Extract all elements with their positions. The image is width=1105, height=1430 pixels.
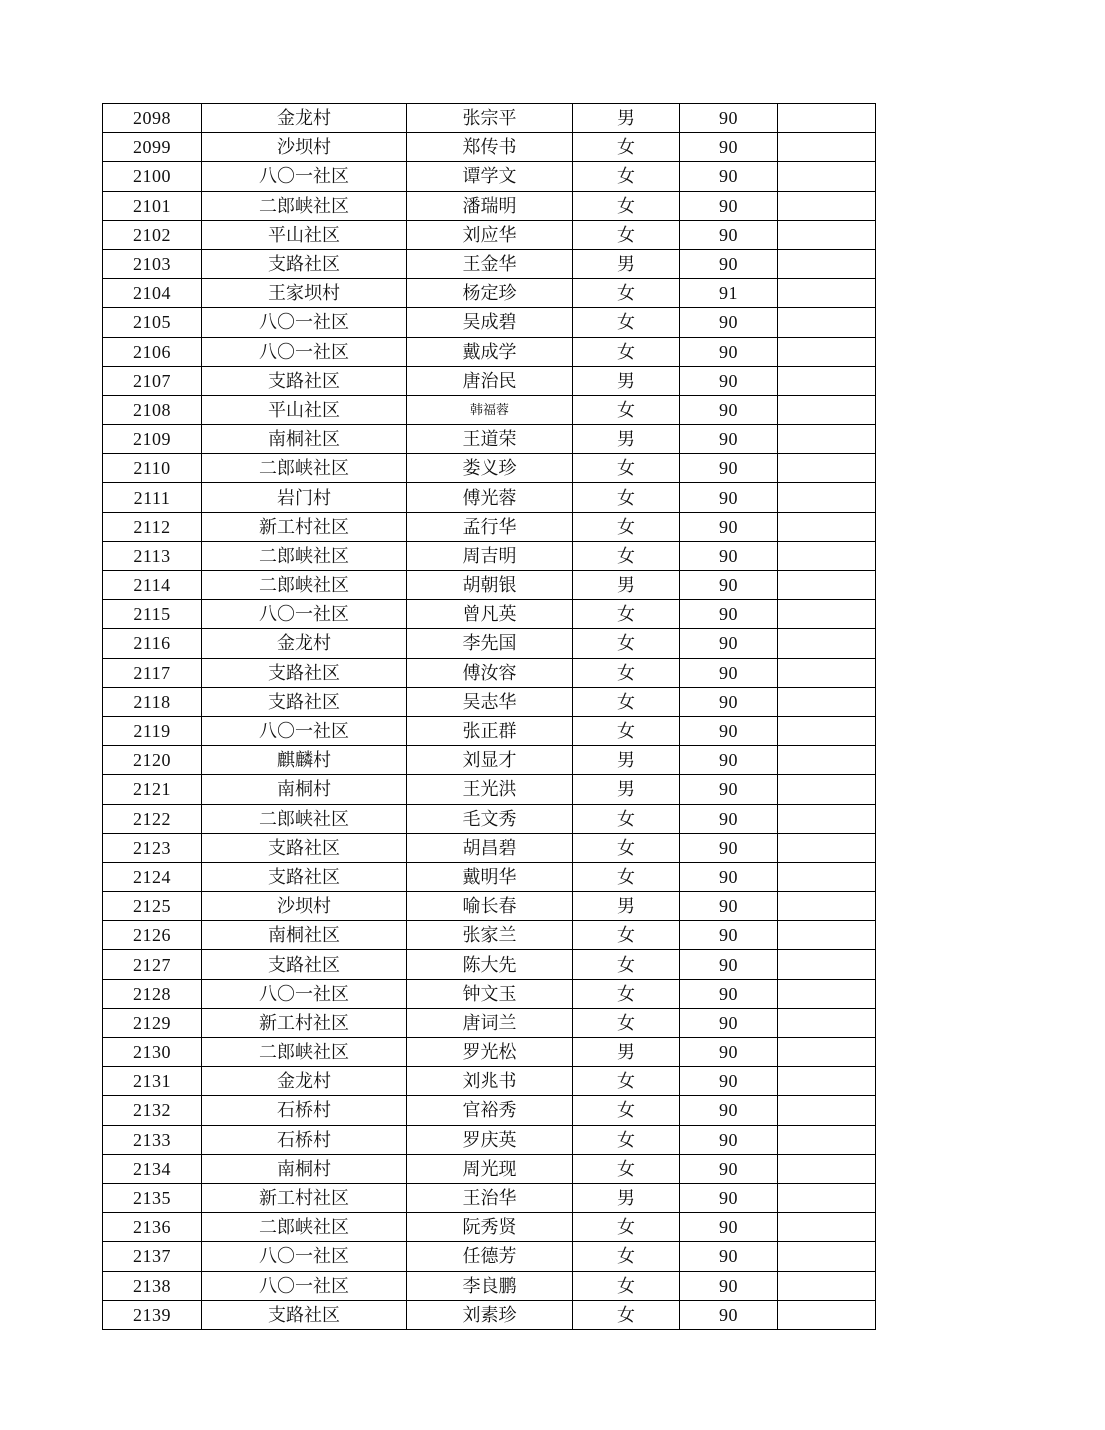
person-name-cell: 王治华 [407, 1183, 573, 1212]
gender-cell: 男 [573, 746, 680, 775]
person-name-cell: 傅光蓉 [407, 483, 573, 512]
serial-number-cell: 2133 [103, 1125, 202, 1154]
table-row [103, 1125, 876, 1154]
person-name-cell: 胡昌碧 [407, 833, 573, 862]
gender-cell: 女 [573, 1213, 680, 1242]
serial-number-cell: 2122 [103, 804, 202, 833]
village-cell: 南桐村 [202, 1154, 407, 1183]
serial-number-cell: 2105 [103, 308, 202, 337]
table-row [103, 104, 876, 133]
note-cell [778, 104, 876, 133]
age-cell: 90 [680, 629, 778, 658]
table-row [103, 658, 876, 687]
serial-number-cell: 2134 [103, 1154, 202, 1183]
serial-number-cell: 2117 [103, 658, 202, 687]
age-cell: 91 [680, 279, 778, 308]
serial-number-cell: 2112 [103, 512, 202, 541]
person-name-cell: 毛文秀 [407, 804, 573, 833]
village-cell: 八〇一社区 [202, 600, 407, 629]
gender-cell: 男 [573, 1038, 680, 1067]
serial-number-cell: 2124 [103, 862, 202, 891]
table-row [103, 804, 876, 833]
note-cell [778, 1096, 876, 1125]
note-cell [778, 454, 876, 483]
serial-number-cell: 2123 [103, 833, 202, 862]
person-name-cell: 官裕秀 [407, 1096, 573, 1125]
age-cell: 90 [680, 1008, 778, 1037]
village-cell: 支路社区 [202, 366, 407, 395]
gender-cell: 女 [573, 687, 680, 716]
note-cell [778, 483, 876, 512]
note-cell [778, 687, 876, 716]
note-cell [778, 1183, 876, 1212]
age-cell: 90 [680, 862, 778, 891]
person-name-cell: 罗光松 [407, 1038, 573, 1067]
gender-cell: 女 [573, 658, 680, 687]
person-name-cell: 周光现 [407, 1154, 573, 1183]
gender-cell: 男 [573, 249, 680, 278]
serial-number-cell: 2116 [103, 629, 202, 658]
table-row [103, 892, 876, 921]
person-name-cell: 郑传书 [407, 133, 573, 162]
age-cell: 90 [680, 191, 778, 220]
village-cell: 八〇一社区 [202, 162, 407, 191]
note-cell [778, 775, 876, 804]
age-cell: 90 [680, 337, 778, 366]
gender-cell: 男 [573, 104, 680, 133]
note-cell [778, 571, 876, 600]
village-cell: 八〇一社区 [202, 1242, 407, 1271]
village-cell: 王家坝村 [202, 279, 407, 308]
village-cell: 石桥村 [202, 1125, 407, 1154]
serial-number-cell: 2108 [103, 395, 202, 424]
table-row [103, 308, 876, 337]
table-row [103, 249, 876, 278]
table-row [103, 746, 876, 775]
person-name-cell: 孟行华 [407, 512, 573, 541]
table-row [103, 571, 876, 600]
village-cell: 新工村社区 [202, 512, 407, 541]
person-name-cell: 戴明华 [407, 862, 573, 891]
serial-number-cell: 2118 [103, 687, 202, 716]
serial-number-cell: 2113 [103, 541, 202, 570]
village-cell: 支路社区 [202, 950, 407, 979]
serial-number-cell: 2106 [103, 337, 202, 366]
person-name-cell: 喻长春 [407, 892, 573, 921]
note-cell [778, 950, 876, 979]
age-cell: 90 [680, 1154, 778, 1183]
village-cell: 支路社区 [202, 1300, 407, 1329]
serial-number-cell: 2109 [103, 425, 202, 454]
gender-cell: 女 [573, 1067, 680, 1096]
village-cell: 支路社区 [202, 249, 407, 278]
serial-number-cell: 2138 [103, 1271, 202, 1300]
gender-cell: 女 [573, 716, 680, 745]
note-cell [778, 1008, 876, 1037]
table-row [103, 1067, 876, 1096]
age-cell: 90 [680, 512, 778, 541]
gender-cell: 女 [573, 337, 680, 366]
gender-cell: 女 [573, 600, 680, 629]
gender-cell: 女 [573, 950, 680, 979]
gender-cell: 男 [573, 892, 680, 921]
person-name-cell: 任德芳 [407, 1242, 573, 1271]
person-name-cell: 胡朝银 [407, 571, 573, 600]
table-row [103, 687, 876, 716]
gender-cell: 男 [573, 425, 680, 454]
age-cell: 90 [680, 775, 778, 804]
age-cell: 90 [680, 600, 778, 629]
gender-cell: 女 [573, 512, 680, 541]
age-cell: 90 [680, 308, 778, 337]
table-row [103, 454, 876, 483]
person-name-cell: 刘显才 [407, 746, 573, 775]
serial-number-cell: 2115 [103, 600, 202, 629]
table-row [103, 133, 876, 162]
village-cell: 支路社区 [202, 833, 407, 862]
age-cell: 90 [680, 571, 778, 600]
gender-cell: 女 [573, 483, 680, 512]
note-cell [778, 658, 876, 687]
table-row [103, 862, 876, 891]
person-name-cell: 韩福蓉 [407, 395, 573, 424]
serial-number-cell: 2136 [103, 1213, 202, 1242]
note-cell [778, 1242, 876, 1271]
table-row [103, 279, 876, 308]
serial-number-cell: 2135 [103, 1183, 202, 1212]
table-row [103, 979, 876, 1008]
note-cell [778, 1271, 876, 1300]
gender-cell: 女 [573, 220, 680, 249]
gender-cell: 女 [573, 541, 680, 570]
village-cell: 南桐村 [202, 775, 407, 804]
table-row [103, 629, 876, 658]
note-cell [778, 133, 876, 162]
age-cell: 90 [680, 979, 778, 1008]
age-cell: 90 [680, 162, 778, 191]
serial-number-cell: 2125 [103, 892, 202, 921]
age-cell: 90 [680, 541, 778, 570]
note-cell [778, 716, 876, 745]
village-cell: 支路社区 [202, 687, 407, 716]
age-cell: 90 [680, 1038, 778, 1067]
age-cell: 90 [680, 950, 778, 979]
serial-number-cell: 2130 [103, 1038, 202, 1067]
note-cell [778, 308, 876, 337]
person-name-cell: 王光洪 [407, 775, 573, 804]
serial-number-cell: 2119 [103, 716, 202, 745]
serial-number-cell: 2104 [103, 279, 202, 308]
village-cell: 石桥村 [202, 1096, 407, 1125]
table-row [103, 512, 876, 541]
note-cell [778, 220, 876, 249]
serial-number-cell: 2098 [103, 104, 202, 133]
gender-cell: 女 [573, 1271, 680, 1300]
age-cell: 90 [680, 133, 778, 162]
person-name-cell: 谭学文 [407, 162, 573, 191]
person-name-cell: 傅汝容 [407, 658, 573, 687]
serial-number-cell: 2137 [103, 1242, 202, 1271]
village-cell: 二郎峡社区 [202, 541, 407, 570]
village-cell: 支路社区 [202, 862, 407, 891]
note-cell [778, 1038, 876, 1067]
gender-cell: 女 [573, 1154, 680, 1183]
note-cell [778, 366, 876, 395]
gender-cell: 女 [573, 395, 680, 424]
age-cell: 90 [680, 395, 778, 424]
person-name-cell: 吴志华 [407, 687, 573, 716]
gender-cell: 女 [573, 1300, 680, 1329]
person-name-cell: 曾凡英 [407, 600, 573, 629]
village-cell: 二郎峡社区 [202, 454, 407, 483]
age-cell: 90 [680, 1183, 778, 1212]
village-cell: 支路社区 [202, 658, 407, 687]
table-row [103, 337, 876, 366]
gender-cell: 女 [573, 191, 680, 220]
gender-cell: 女 [573, 308, 680, 337]
records-table-body [103, 104, 876, 1330]
serial-number-cell: 2120 [103, 746, 202, 775]
table-row [103, 1096, 876, 1125]
serial-number-cell: 2099 [103, 133, 202, 162]
age-cell: 90 [680, 716, 778, 745]
gender-cell: 女 [573, 1125, 680, 1154]
age-cell: 90 [680, 892, 778, 921]
table-row [103, 395, 876, 424]
age-cell: 90 [680, 220, 778, 249]
person-name-cell: 张宗平 [407, 104, 573, 133]
gender-cell: 女 [573, 279, 680, 308]
gender-cell: 男 [573, 571, 680, 600]
village-cell: 沙坝村 [202, 133, 407, 162]
table-row [103, 541, 876, 570]
age-cell: 90 [680, 249, 778, 278]
person-name-cell: 王道荣 [407, 425, 573, 454]
table-row [103, 833, 876, 862]
table-row [103, 1271, 876, 1300]
village-cell: 岩门村 [202, 483, 407, 512]
person-name-cell: 李良鹏 [407, 1271, 573, 1300]
person-name-cell: 张正群 [407, 716, 573, 745]
age-cell: 90 [680, 1096, 778, 1125]
person-name-cell: 唐治民 [407, 366, 573, 395]
serial-number-cell: 2101 [103, 191, 202, 220]
village-cell: 二郎峡社区 [202, 1038, 407, 1067]
person-name-cell: 周吉明 [407, 541, 573, 570]
village-cell: 八〇一社区 [202, 716, 407, 745]
person-name-cell: 刘素珍 [407, 1300, 573, 1329]
person-name-cell: 钟文玉 [407, 979, 573, 1008]
person-name-cell: 罗庆英 [407, 1125, 573, 1154]
person-name-cell: 唐词兰 [407, 1008, 573, 1037]
age-cell: 90 [680, 1300, 778, 1329]
person-name-cell: 陈大先 [407, 950, 573, 979]
note-cell [778, 921, 876, 950]
serial-number-cell: 2103 [103, 249, 202, 278]
village-cell: 南桐社区 [202, 921, 407, 950]
note-cell [778, 1125, 876, 1154]
person-name-cell: 王金华 [407, 249, 573, 278]
note-cell [778, 191, 876, 220]
serial-number-cell: 2131 [103, 1067, 202, 1096]
serial-number-cell: 2102 [103, 220, 202, 249]
age-cell: 90 [680, 1125, 778, 1154]
note-cell [778, 249, 876, 278]
table-row [103, 1154, 876, 1183]
note-cell [778, 395, 876, 424]
records-table [102, 103, 876, 1330]
age-cell: 90 [680, 366, 778, 395]
table-row [103, 775, 876, 804]
note-cell [778, 892, 876, 921]
age-cell: 90 [680, 1242, 778, 1271]
table-row [103, 425, 876, 454]
note-cell [778, 629, 876, 658]
village-cell: 金龙村 [202, 1067, 407, 1096]
age-cell: 90 [680, 1067, 778, 1096]
serial-number-cell: 2110 [103, 454, 202, 483]
person-name-cell: 娄义珍 [407, 454, 573, 483]
serial-number-cell: 2111 [103, 483, 202, 512]
gender-cell: 男 [573, 775, 680, 804]
person-name-cell: 刘兆书 [407, 1067, 573, 1096]
village-cell: 新工村社区 [202, 1183, 407, 1212]
gender-cell: 男 [573, 1183, 680, 1212]
table-row [103, 1008, 876, 1037]
note-cell [778, 279, 876, 308]
gender-cell: 女 [573, 162, 680, 191]
village-cell: 二郎峡社区 [202, 571, 407, 600]
person-name-cell: 张家兰 [407, 921, 573, 950]
village-cell: 八〇一社区 [202, 337, 407, 366]
village-cell: 二郎峡社区 [202, 191, 407, 220]
serial-number-cell: 2121 [103, 775, 202, 804]
serial-number-cell: 2126 [103, 921, 202, 950]
village-cell: 麒麟村 [202, 746, 407, 775]
village-cell: 新工村社区 [202, 1008, 407, 1037]
serial-number-cell: 2132 [103, 1096, 202, 1125]
serial-number-cell: 2129 [103, 1008, 202, 1037]
note-cell [778, 1154, 876, 1183]
note-cell [778, 979, 876, 1008]
village-cell: 八〇一社区 [202, 308, 407, 337]
person-name-cell: 李先国 [407, 629, 573, 658]
person-name-cell: 杨定珍 [407, 279, 573, 308]
gender-cell: 女 [573, 979, 680, 1008]
table-row [103, 483, 876, 512]
serial-number-cell: 2107 [103, 366, 202, 395]
age-cell: 90 [680, 687, 778, 716]
age-cell: 90 [680, 454, 778, 483]
table-row [103, 162, 876, 191]
note-cell [778, 425, 876, 454]
gender-cell: 男 [573, 366, 680, 395]
table-row [103, 1038, 876, 1067]
serial-number-cell: 2114 [103, 571, 202, 600]
gender-cell: 女 [573, 454, 680, 483]
gender-cell: 女 [573, 1008, 680, 1037]
gender-cell: 女 [573, 133, 680, 162]
note-cell [778, 804, 876, 833]
serial-number-cell: 2127 [103, 950, 202, 979]
note-cell [778, 600, 876, 629]
village-cell: 二郎峡社区 [202, 1213, 407, 1242]
serial-number-cell: 2128 [103, 979, 202, 1008]
table-row [103, 716, 876, 745]
table-row [103, 950, 876, 979]
person-name-cell: 刘应华 [407, 220, 573, 249]
village-cell: 金龙村 [202, 629, 407, 658]
village-cell: 八〇一社区 [202, 979, 407, 1008]
gender-cell: 女 [573, 804, 680, 833]
age-cell: 90 [680, 1213, 778, 1242]
age-cell: 90 [680, 921, 778, 950]
table-row [103, 1300, 876, 1329]
table-row [103, 1213, 876, 1242]
village-cell: 平山社区 [202, 395, 407, 424]
note-cell [778, 162, 876, 191]
age-cell: 90 [680, 833, 778, 862]
table-row [103, 600, 876, 629]
age-cell: 90 [680, 1271, 778, 1300]
age-cell: 90 [680, 658, 778, 687]
person-name-cell: 阮秀贤 [407, 1213, 573, 1242]
person-name-cell: 戴成学 [407, 337, 573, 366]
gender-cell: 女 [573, 1096, 680, 1125]
person-name-cell: 吴成碧 [407, 308, 573, 337]
table-row [103, 191, 876, 220]
village-cell: 南桐社区 [202, 425, 407, 454]
gender-cell: 女 [573, 833, 680, 862]
serial-number-cell: 2139 [103, 1300, 202, 1329]
village-cell: 沙坝村 [202, 892, 407, 921]
age-cell: 90 [680, 804, 778, 833]
note-cell [778, 1213, 876, 1242]
table-row [103, 220, 876, 249]
table-row [103, 1183, 876, 1212]
table-row [103, 921, 876, 950]
note-cell [778, 337, 876, 366]
note-cell [778, 862, 876, 891]
age-cell: 90 [680, 425, 778, 454]
age-cell: 90 [680, 483, 778, 512]
note-cell [778, 541, 876, 570]
village-cell: 八〇一社区 [202, 1271, 407, 1300]
age-cell: 90 [680, 104, 778, 133]
gender-cell: 女 [573, 921, 680, 950]
table-row [103, 366, 876, 395]
gender-cell: 女 [573, 862, 680, 891]
note-cell [778, 1067, 876, 1096]
person-name-cell: 潘瑞明 [407, 191, 573, 220]
village-cell: 平山社区 [202, 220, 407, 249]
gender-cell: 女 [573, 1242, 680, 1271]
note-cell [778, 512, 876, 541]
note-cell [778, 746, 876, 775]
serial-number-cell: 2100 [103, 162, 202, 191]
age-cell: 90 [680, 746, 778, 775]
note-cell [778, 1300, 876, 1329]
note-cell [778, 833, 876, 862]
gender-cell: 女 [573, 629, 680, 658]
table-row [103, 1242, 876, 1271]
village-cell: 二郎峡社区 [202, 804, 407, 833]
village-cell: 金龙村 [202, 104, 407, 133]
